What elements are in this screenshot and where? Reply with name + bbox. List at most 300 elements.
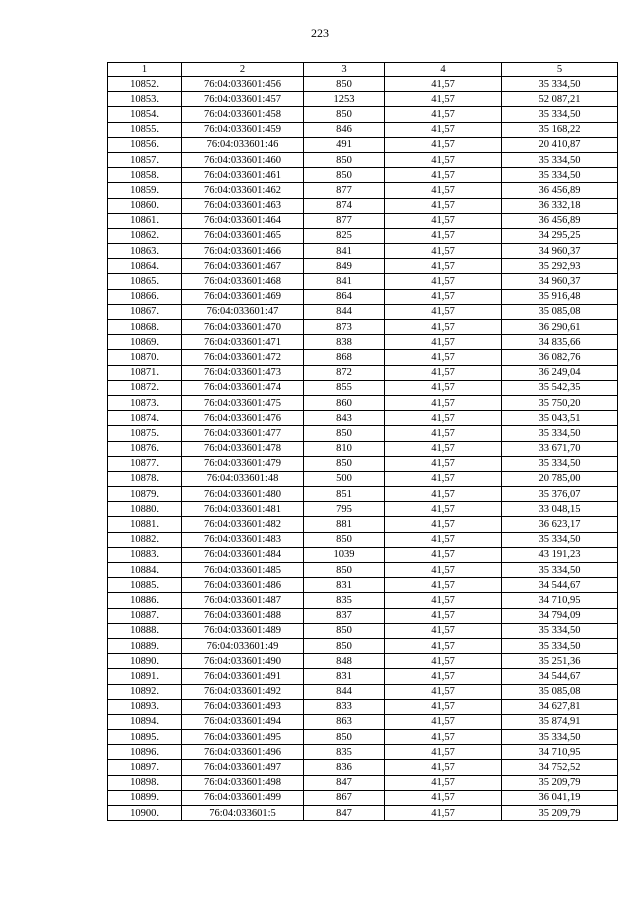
- table-row: [108, 745, 618, 760]
- page-number: 223: [311, 26, 329, 40]
- table-row: [108, 654, 618, 669]
- amount-cell: 36 249,04: [502, 365, 618, 380]
- area-cell: 872: [304, 365, 385, 380]
- amount-cell: 36 456,89: [502, 213, 618, 228]
- area-cell: 837: [304, 608, 385, 623]
- row-number-cell: 10863.: [108, 244, 182, 259]
- row-number-cell: 10866.: [108, 289, 182, 304]
- column-header: 4: [385, 63, 502, 77]
- row-number-cell: 10895.: [108, 730, 182, 745]
- area-cell: 881: [304, 517, 385, 532]
- rate-cell: 41,57: [385, 775, 502, 790]
- area-cell: 841: [304, 274, 385, 289]
- rate-cell: 41,57: [385, 532, 502, 547]
- amount-cell: 34 710,95: [502, 745, 618, 760]
- table-row: [108, 213, 618, 228]
- cadastral-number-cell: 76:04:033601:473: [182, 365, 304, 380]
- area-cell: 850: [304, 638, 385, 653]
- rate-cell: 41,57: [385, 198, 502, 213]
- row-number-cell: 10855.: [108, 122, 182, 137]
- row-number-cell: 10868.: [108, 320, 182, 335]
- amount-cell: 35 334,50: [502, 563, 618, 578]
- row-number-cell: 10853.: [108, 92, 182, 107]
- row-number-cell: 10859.: [108, 183, 182, 198]
- rate-cell: 41,57: [385, 274, 502, 289]
- row-number-cell: 10887.: [108, 608, 182, 623]
- area-cell: 850: [304, 77, 385, 92]
- row-number-cell: 10862.: [108, 228, 182, 243]
- cadastral-number-cell: 76:04:033601:484: [182, 547, 304, 562]
- cadastral-number-cell: 76:04:033601:483: [182, 532, 304, 547]
- rate-cell: 41,57: [385, 608, 502, 623]
- cadastral-number-cell: 76:04:033601:456: [182, 77, 304, 92]
- area-cell: 850: [304, 563, 385, 578]
- row-number-cell: 10882.: [108, 532, 182, 547]
- area-cell: 850: [304, 623, 385, 638]
- area-cell: 500: [304, 471, 385, 486]
- cadastral-number-cell: 76:04:033601:458: [182, 107, 304, 122]
- table-row: [108, 335, 618, 350]
- rate-cell: 41,57: [385, 487, 502, 502]
- area-cell: 850: [304, 532, 385, 547]
- area-cell: 868: [304, 350, 385, 365]
- row-number-cell: 10857.: [108, 152, 182, 167]
- table-row: [108, 168, 618, 183]
- rate-cell: 41,57: [385, 335, 502, 350]
- amount-cell: 35 334,50: [502, 168, 618, 183]
- amount-cell: 34 752,52: [502, 760, 618, 775]
- cadastral-number-cell: 76:04:033601:489: [182, 623, 304, 638]
- table-row: [108, 441, 618, 456]
- amount-cell: 35 334,50: [502, 152, 618, 167]
- area-cell: 810: [304, 441, 385, 456]
- cadastral-number-cell: 76:04:033601:49: [182, 638, 304, 653]
- rate-cell: 41,57: [385, 745, 502, 760]
- rate-cell: 41,57: [385, 411, 502, 426]
- amount-cell: 35 334,50: [502, 623, 618, 638]
- area-cell: 846: [304, 122, 385, 137]
- row-number-cell: 10852.: [108, 77, 182, 92]
- rate-cell: 41,57: [385, 304, 502, 319]
- cadastral-number-cell: 76:04:033601:494: [182, 714, 304, 729]
- cadastral-number-cell: 76:04:033601:463: [182, 198, 304, 213]
- rate-cell: 41,57: [385, 563, 502, 578]
- amount-cell: 35 874,91: [502, 714, 618, 729]
- row-number-cell: 10889.: [108, 638, 182, 653]
- amount-cell: 35 085,08: [502, 304, 618, 319]
- row-number-cell: 10856.: [108, 137, 182, 152]
- cadastral-number-cell: 76:04:033601:472: [182, 350, 304, 365]
- table-row: [108, 502, 618, 517]
- rate-cell: 41,57: [385, 122, 502, 137]
- rate-cell: 41,57: [385, 730, 502, 745]
- amount-cell: 35 334,50: [502, 426, 618, 441]
- table-row: [108, 608, 618, 623]
- area-cell: 850: [304, 107, 385, 122]
- rate-cell: 41,57: [385, 380, 502, 395]
- cadastral-number-cell: 76:04:033601:498: [182, 775, 304, 790]
- row-number-cell: 10865.: [108, 274, 182, 289]
- row-number-cell: 10884.: [108, 563, 182, 578]
- table-row: [108, 411, 618, 426]
- rate-cell: 41,57: [385, 623, 502, 638]
- area-cell: 847: [304, 806, 385, 821]
- amount-cell: 20 785,00: [502, 471, 618, 486]
- amount-cell: 34 835,66: [502, 335, 618, 350]
- row-number-cell: 10883.: [108, 547, 182, 562]
- area-cell: 833: [304, 699, 385, 714]
- amount-cell: 20 410,87: [502, 137, 618, 152]
- rate-cell: 41,57: [385, 152, 502, 167]
- cadastral-number-cell: 76:04:033601:497: [182, 760, 304, 775]
- rate-cell: 41,57: [385, 714, 502, 729]
- cadastral-number-cell: 76:04:033601:477: [182, 426, 304, 441]
- rate-cell: 41,57: [385, 517, 502, 532]
- table-row: [108, 107, 618, 122]
- cadastral-number-cell: 76:04:033601:474: [182, 380, 304, 395]
- cadastral-number-cell: 76:04:033601:465: [182, 228, 304, 243]
- data-table: [107, 62, 618, 821]
- cadastral-number-cell: 76:04:033601:493: [182, 699, 304, 714]
- table-row: [108, 806, 618, 821]
- table-row: [108, 183, 618, 198]
- area-cell: 838: [304, 335, 385, 350]
- cadastral-number-cell: 76:04:033601:488: [182, 608, 304, 623]
- area-cell: 831: [304, 669, 385, 684]
- rate-cell: 41,57: [385, 654, 502, 669]
- row-number-cell: 10897.: [108, 760, 182, 775]
- row-number-cell: 10894.: [108, 714, 182, 729]
- amount-cell: 35 334,50: [502, 532, 618, 547]
- amount-cell: 34 544,67: [502, 578, 618, 593]
- amount-cell: 35 209,79: [502, 806, 618, 821]
- amount-cell: 36 082,76: [502, 350, 618, 365]
- row-number-cell: 10872.: [108, 380, 182, 395]
- row-number-cell: 10891.: [108, 669, 182, 684]
- row-number-cell: 10861.: [108, 213, 182, 228]
- column-header: 3: [304, 63, 385, 77]
- row-number-cell: 10892.: [108, 684, 182, 699]
- table-row: [108, 289, 618, 304]
- amount-cell: 35 542,35: [502, 380, 618, 395]
- cadastral-number-cell: 76:04:033601:487: [182, 593, 304, 608]
- rate-cell: 41,57: [385, 228, 502, 243]
- area-cell: 844: [304, 304, 385, 319]
- cadastral-number-cell: 76:04:033601:496: [182, 745, 304, 760]
- area-cell: 841: [304, 244, 385, 259]
- header-row: [108, 63, 618, 77]
- area-cell: 836: [304, 760, 385, 775]
- area-cell: 795: [304, 502, 385, 517]
- table-row: [108, 137, 618, 152]
- amount-cell: 35 292,93: [502, 259, 618, 274]
- cadastral-number-cell: 76:04:033601:479: [182, 456, 304, 471]
- row-number-cell: 10871.: [108, 365, 182, 380]
- area-cell: 850: [304, 426, 385, 441]
- area-cell: 874: [304, 198, 385, 213]
- rate-cell: 41,57: [385, 547, 502, 562]
- cadastral-number-cell: 76:04:033601:462: [182, 183, 304, 198]
- row-number-cell: 10886.: [108, 593, 182, 608]
- amount-cell: 35 334,50: [502, 456, 618, 471]
- table-row: [108, 77, 618, 92]
- amount-cell: 36 290,61: [502, 320, 618, 335]
- rate-cell: 41,57: [385, 350, 502, 365]
- cadastral-number-cell: 76:04:033601:468: [182, 274, 304, 289]
- amount-cell: 35 251,36: [502, 654, 618, 669]
- table-row: [108, 532, 618, 547]
- rate-cell: 41,57: [385, 77, 502, 92]
- cadastral-number-cell: 76:04:033601:490: [182, 654, 304, 669]
- rate-cell: 41,57: [385, 760, 502, 775]
- table-row: [108, 578, 618, 593]
- table-row: [108, 638, 618, 653]
- area-cell: 860: [304, 395, 385, 410]
- amount-cell: 35 043,51: [502, 411, 618, 426]
- area-cell: 867: [304, 790, 385, 805]
- column-header: 5: [502, 63, 618, 77]
- table-row: [108, 563, 618, 578]
- row-number-cell: 10880.: [108, 502, 182, 517]
- row-number-cell: 10890.: [108, 654, 182, 669]
- table-row: [108, 547, 618, 562]
- table-row: [108, 669, 618, 684]
- table-row: [108, 198, 618, 213]
- cadastral-number-cell: 76:04:033601:499: [182, 790, 304, 805]
- rate-cell: 41,57: [385, 259, 502, 274]
- rate-cell: 41,57: [385, 669, 502, 684]
- cadastral-number-cell: 76:04:033601:466: [182, 244, 304, 259]
- amount-cell: 36 623,17: [502, 517, 618, 532]
- row-number-cell: 10900.: [108, 806, 182, 821]
- area-cell: 831: [304, 578, 385, 593]
- cadastral-number-cell: 76:04:033601:485: [182, 563, 304, 578]
- area-cell: 835: [304, 593, 385, 608]
- row-number-cell: 10899.: [108, 790, 182, 805]
- table-row: [108, 775, 618, 790]
- cadastral-number-cell: 76:04:033601:464: [182, 213, 304, 228]
- table-row: [108, 699, 618, 714]
- amount-cell: 33 048,15: [502, 502, 618, 517]
- table-row: [108, 593, 618, 608]
- area-cell: 491: [304, 137, 385, 152]
- area-cell: 1253: [304, 92, 385, 107]
- cadastral-number-cell: 76:04:033601:482: [182, 517, 304, 532]
- area-cell: 850: [304, 456, 385, 471]
- area-cell: 877: [304, 213, 385, 228]
- table-row: [108, 152, 618, 167]
- area-cell: 825: [304, 228, 385, 243]
- amount-cell: 35 916,48: [502, 289, 618, 304]
- area-cell: 855: [304, 380, 385, 395]
- amount-cell: 35 334,50: [502, 638, 618, 653]
- amount-cell: 33 671,70: [502, 441, 618, 456]
- cadastral-number-cell: 76:04:033601:46: [182, 137, 304, 152]
- area-cell: 877: [304, 183, 385, 198]
- row-number-cell: 10870.: [108, 350, 182, 365]
- rate-cell: 41,57: [385, 365, 502, 380]
- table-row: [108, 365, 618, 380]
- amount-cell: 36 041,19: [502, 790, 618, 805]
- rate-cell: 41,57: [385, 806, 502, 821]
- amount-cell: 36 456,89: [502, 183, 618, 198]
- cadastral-number-cell: 76:04:033601:480: [182, 487, 304, 502]
- table-body: [108, 63, 618, 821]
- rate-cell: 41,57: [385, 92, 502, 107]
- table-row: [108, 471, 618, 486]
- rate-cell: 41,57: [385, 107, 502, 122]
- rate-cell: 41,57: [385, 638, 502, 653]
- row-number-cell: 10860.: [108, 198, 182, 213]
- table-row: [108, 320, 618, 335]
- cadastral-number-cell: 76:04:033601:457: [182, 92, 304, 107]
- cadastral-number-cell: 76:04:033601:471: [182, 335, 304, 350]
- area-cell: 1039: [304, 547, 385, 562]
- table-row: [108, 92, 618, 107]
- cadastral-number-cell: 76:04:033601:459: [182, 122, 304, 137]
- area-cell: 850: [304, 730, 385, 745]
- area-cell: 850: [304, 152, 385, 167]
- row-number-cell: 10874.: [108, 411, 182, 426]
- rate-cell: 41,57: [385, 137, 502, 152]
- rate-cell: 41,57: [385, 699, 502, 714]
- rate-cell: 41,57: [385, 441, 502, 456]
- table-row: [108, 395, 618, 410]
- row-number-cell: 10869.: [108, 335, 182, 350]
- amount-cell: 43 191,23: [502, 547, 618, 562]
- rate-cell: 41,57: [385, 213, 502, 228]
- column-header: 1: [108, 63, 182, 77]
- area-cell: 864: [304, 289, 385, 304]
- table-row: [108, 304, 618, 319]
- table-row: [108, 790, 618, 805]
- cadastral-number-cell: 76:04:033601:48: [182, 471, 304, 486]
- row-number-cell: 10879.: [108, 487, 182, 502]
- cadastral-number-cell: 76:04:033601:5: [182, 806, 304, 821]
- rate-cell: 41,57: [385, 593, 502, 608]
- table-row: [108, 456, 618, 471]
- row-number-cell: 10867.: [108, 304, 182, 319]
- row-number-cell: 10877.: [108, 456, 182, 471]
- cadastral-number-cell: 76:04:033601:478: [182, 441, 304, 456]
- cadastral-number-cell: 76:04:033601:467: [182, 259, 304, 274]
- row-number-cell: 10885.: [108, 578, 182, 593]
- rate-cell: 41,57: [385, 320, 502, 335]
- row-number-cell: 10898.: [108, 775, 182, 790]
- table-row: [108, 714, 618, 729]
- table-row: [108, 426, 618, 441]
- amount-cell: 34 627,81: [502, 699, 618, 714]
- row-number-cell: 10878.: [108, 471, 182, 486]
- amount-cell: 35 334,50: [502, 730, 618, 745]
- row-number-cell: 10876.: [108, 441, 182, 456]
- cadastral-number-cell: 76:04:033601:469: [182, 289, 304, 304]
- amount-cell: 34 544,67: [502, 669, 618, 684]
- row-number-cell: 10896.: [108, 745, 182, 760]
- area-cell: 849: [304, 259, 385, 274]
- table-row: [108, 122, 618, 137]
- table-row: [108, 244, 618, 259]
- table-row: [108, 380, 618, 395]
- rate-cell: 41,57: [385, 456, 502, 471]
- table-row: [108, 350, 618, 365]
- table-row: [108, 760, 618, 775]
- amount-cell: 35 209,79: [502, 775, 618, 790]
- area-cell: 863: [304, 714, 385, 729]
- rate-cell: 41,57: [385, 168, 502, 183]
- table-row: [108, 623, 618, 638]
- rate-cell: 41,57: [385, 471, 502, 486]
- amount-cell: 35 334,50: [502, 107, 618, 122]
- area-cell: 873: [304, 320, 385, 335]
- table-row: [108, 274, 618, 289]
- amount-cell: 35 750,20: [502, 395, 618, 410]
- cadastral-number-cell: 76:04:033601:470: [182, 320, 304, 335]
- table-row: [108, 517, 618, 532]
- cadastral-number-cell: 76:04:033601:475: [182, 395, 304, 410]
- area-cell: 851: [304, 487, 385, 502]
- table-row: [108, 228, 618, 243]
- row-number-cell: 10893.: [108, 699, 182, 714]
- cadastral-number-cell: 76:04:033601:481: [182, 502, 304, 517]
- row-number-cell: 10873.: [108, 395, 182, 410]
- amount-cell: 34 295,25: [502, 228, 618, 243]
- area-cell: 848: [304, 654, 385, 669]
- row-number-cell: 10875.: [108, 426, 182, 441]
- row-number-cell: 10864.: [108, 259, 182, 274]
- amount-cell: 36 332,18: [502, 198, 618, 213]
- rate-cell: 41,57: [385, 502, 502, 517]
- rate-cell: 41,57: [385, 684, 502, 699]
- area-cell: 835: [304, 745, 385, 760]
- amount-cell: 35 085,08: [502, 684, 618, 699]
- rate-cell: 41,57: [385, 183, 502, 198]
- rate-cell: 41,57: [385, 395, 502, 410]
- cadastral-number-cell: 76:04:033601:492: [182, 684, 304, 699]
- rate-cell: 41,57: [385, 289, 502, 304]
- amount-cell: 34 960,37: [502, 244, 618, 259]
- table-row: [108, 259, 618, 274]
- amount-cell: 34 960,37: [502, 274, 618, 289]
- cadastral-number-cell: 76:04:033601:486: [182, 578, 304, 593]
- rate-cell: 41,57: [385, 578, 502, 593]
- cadastral-number-cell: 76:04:033601:491: [182, 669, 304, 684]
- cadastral-number-cell: 76:04:033601:460: [182, 152, 304, 167]
- amount-cell: 34 710,95: [502, 593, 618, 608]
- cadastral-number-cell: 76:04:033601:495: [182, 730, 304, 745]
- row-number-cell: 10854.: [108, 107, 182, 122]
- area-cell: 847: [304, 775, 385, 790]
- row-number-cell: 10888.: [108, 623, 182, 638]
- area-cell: 843: [304, 411, 385, 426]
- cadastral-number-cell: 76:04:033601:476: [182, 411, 304, 426]
- cadastral-number-cell: 76:04:033601:461: [182, 168, 304, 183]
- area-cell: 850: [304, 168, 385, 183]
- amount-cell: 35 334,50: [502, 77, 618, 92]
- rate-cell: 41,57: [385, 426, 502, 441]
- row-number-cell: 10881.: [108, 517, 182, 532]
- rate-cell: 41,57: [385, 244, 502, 259]
- cadastral-number-cell: 76:04:033601:47: [182, 304, 304, 319]
- table-row: [108, 684, 618, 699]
- amount-cell: 52 087,21: [502, 92, 618, 107]
- table-row: [108, 730, 618, 745]
- amount-cell: 35 376,07: [502, 487, 618, 502]
- table-row: [108, 487, 618, 502]
- row-number-cell: 10858.: [108, 168, 182, 183]
- column-header: 2: [182, 63, 304, 77]
- amount-cell: 34 794,09: [502, 608, 618, 623]
